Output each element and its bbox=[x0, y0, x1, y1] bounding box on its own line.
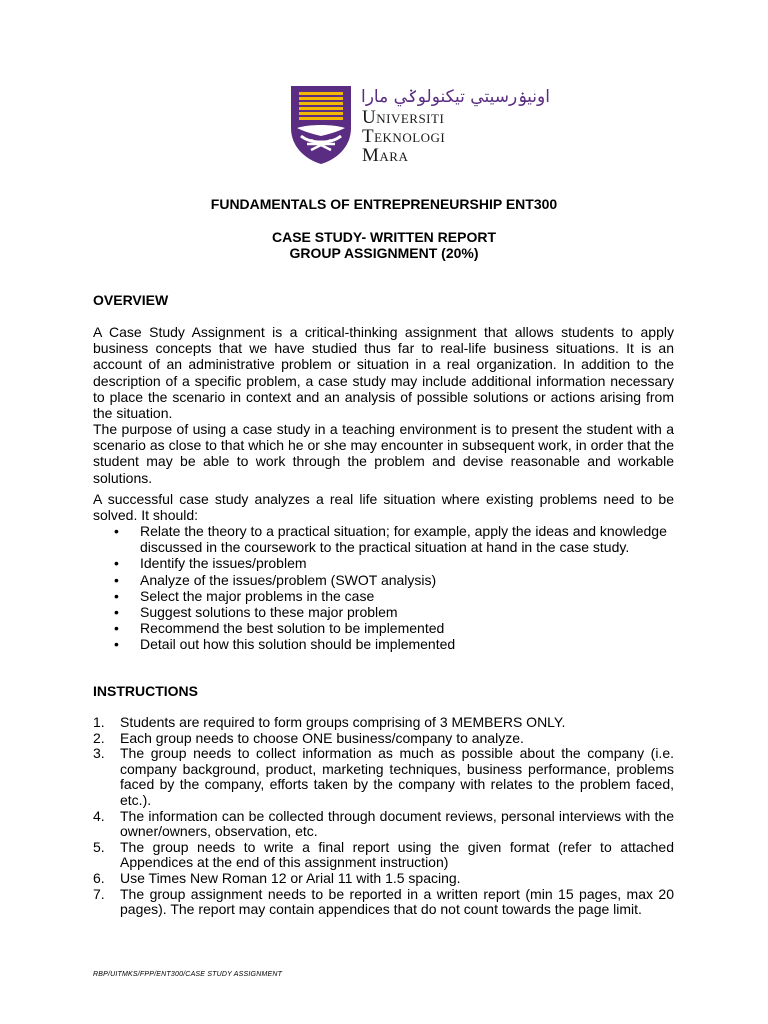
list-item bbox=[93, 636, 674, 652]
university-name-line3: Mara bbox=[362, 145, 409, 166]
item-text: The information can be collected through document reviews, personal interviews with the owner/owners, observation, etc. bbox=[120, 807, 674, 840]
item-text: Each group needs to choose ONE business/company to analyze. bbox=[120, 729, 524, 746]
overview-paragraph-2: The purpose of using a case study in a teaching environment is to present the student with a scenario as close to that which he or she may encounter in subsequent work, in order that the student may be able to work through the problem and devise reasonable and workable solutions. bbox=[93, 421, 674, 486]
university-name-line1: Universiti bbox=[362, 107, 445, 128]
item-number: 4. bbox=[93, 807, 105, 824]
course-title: FUNDAMENTALS OF ENTREPRENEURSHIP ENT300 bbox=[210, 196, 558, 212]
bullet-text: Relate the theory to a practical situation; for example, apply the ideas and knowledge discussed in the coursework to the practical situation at hand in the case study. bbox=[140, 523, 667, 556]
bullet-icon: • bbox=[114, 555, 119, 572]
item-text: The group needs to collect information as much as possible about the company (i.e. company background, product, marketing techniques, business performance, problems faced by the company, efforts taken by the company with relates to the problem faced, etc.). bbox=[120, 745, 674, 808]
uitm-logo bbox=[289, 84, 550, 166]
item-number: 5. bbox=[93, 838, 105, 855]
item-number: 7. bbox=[93, 885, 105, 902]
bullet-text: Suggest solutions to these major problem bbox=[140, 604, 398, 621]
overview-paragraph-3: A successful case study analyzes a real life situation where existing problems need to be solved. It should: bbox=[93, 491, 674, 524]
list-item bbox=[93, 572, 674, 588]
item-text: The group needs to write a final report using the given format (refer to attached Appendices at the end of this assignment instruction) bbox=[120, 838, 674, 871]
list-item bbox=[93, 555, 674, 571]
item-text: Students are required to form groups comprising of 3 MEMBERS ONLY. bbox=[120, 714, 566, 730]
instructions-heading: INSTRUCTIONS bbox=[93, 683, 198, 699]
list-item bbox=[93, 523, 674, 555]
list-item bbox=[93, 731, 674, 747]
bullet-text: Analyze of the issues/problem (SWOT analysis) bbox=[140, 571, 437, 588]
list-item bbox=[93, 715, 674, 731]
assignment-subtitle: GROUP ASSIGNMENT (20%) bbox=[289, 245, 479, 261]
list-item bbox=[93, 588, 674, 604]
uitm-crest-icon bbox=[289, 84, 353, 166]
list-item bbox=[93, 840, 674, 871]
university-name-line2: Teknologi bbox=[362, 126, 446, 147]
instructions-list bbox=[93, 715, 674, 918]
list-item bbox=[93, 604, 674, 620]
list-item bbox=[93, 620, 674, 636]
bullet-text: Detail out how this solution should be implemented bbox=[140, 636, 456, 653]
bullet-icon: • bbox=[114, 620, 119, 637]
overview-paragraph-1: A Case Study Assignment is a critical-thinking assignment that allows students to apply business concepts that we have studied thus far to real-life business situations. It is an account of an administrative problem or situation in a real organization. In addition to the description of a specific problem, a case study may include additional information necessary to place the scenario in context and an analysis of possible solutions or actions arising from the situation. bbox=[93, 324, 674, 422]
objectives-bullet-list bbox=[93, 523, 674, 653]
bullet-text: Select the major problems in the case bbox=[140, 587, 375, 604]
list-item bbox=[93, 887, 674, 918]
list-item bbox=[93, 746, 674, 808]
bullet-text: Recommend the best solution to be implemented bbox=[140, 620, 445, 637]
list-item bbox=[93, 809, 674, 840]
item-text: The group assignment needs to be reported in a written report (min 15 pages, max 20 pages). The report may contain appendices that do not count towards the page limit. bbox=[120, 885, 674, 918]
jawi-university-name: اونيۏرسيتي تيكنولوݢي مارا bbox=[361, 87, 550, 107]
item-number: 2. bbox=[93, 729, 105, 746]
bullet-icon: • bbox=[114, 636, 119, 653]
page-footer: RBP/UITMKS/FPP/ENT300/CASE STUDY ASSIGNMENT bbox=[93, 971, 283, 978]
item-text: Use Times New Roman 12 or Arial 11 with 1.5 spacing. bbox=[120, 869, 461, 886]
item-number: 1. bbox=[93, 714, 105, 730]
overview-heading: OVERVIEW bbox=[93, 292, 169, 308]
list-item bbox=[93, 871, 674, 887]
assignment-title: CASE STUDY- WRITTEN REPORT bbox=[271, 229, 496, 245]
bullet-icon: • bbox=[114, 604, 119, 621]
bullet-text: Identify the issues/problem bbox=[140, 555, 307, 572]
bullet-icon: • bbox=[114, 571, 119, 588]
bullet-icon: • bbox=[114, 587, 119, 604]
item-number: 6. bbox=[93, 869, 105, 886]
bullet-icon: • bbox=[114, 523, 119, 539]
item-number: 3. bbox=[93, 745, 105, 762]
